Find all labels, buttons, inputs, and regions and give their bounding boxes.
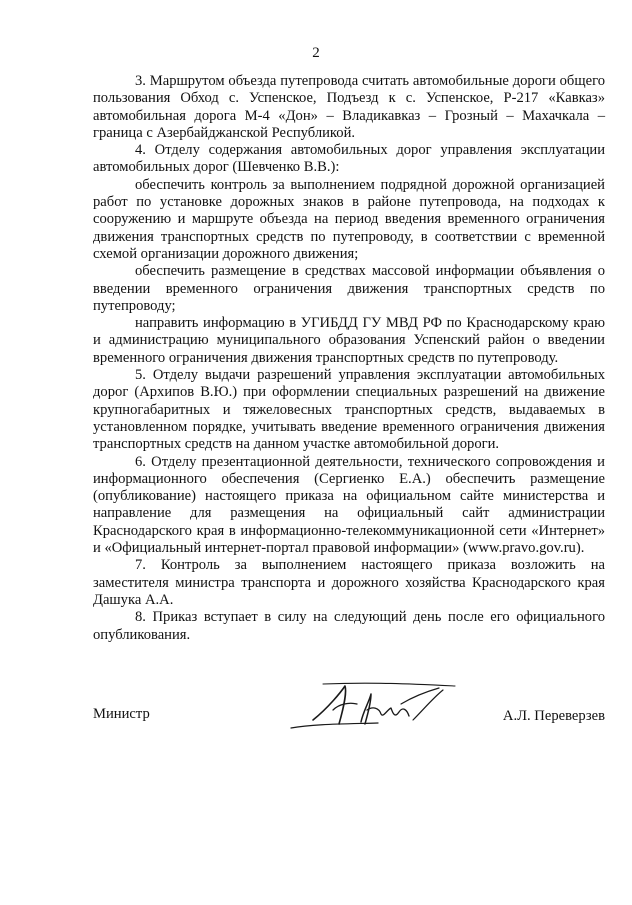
signatory-title: Министр [93, 706, 150, 722]
paragraph-5-permits-dept: 5. Отделу выдачи разрешений управления эксплуатации автомобильных дорог (Архипов В.Ю.) при оформлении специальных разрешений на движение крупногабаритных и тяжеловесных транспортных средств, выдаваемых в установленном порядке, учитывать введение временного ограничения движения транспортных средств на данном участке автомобильной дороги. [93, 367, 605, 453]
order-body [93, 73, 605, 644]
paragraph-3-detour-route: 3. Маршрутом объезда путепровода считать автомобильные дороги общего пользования Обход с. Успенское, Подъезд к с. Успенское, Р-217 «Кавказ» автомобильная дорога М-4 «Дон» – Владикавказ – Грозный – Махачкала – граница с Азербайджанской Республикой. [93, 73, 605, 141]
paragraph-6-publication: 6. Отделу презентационной деятельности, технического сопровождения и информационного обеспечения (Сергиенко Е.А.) обеспечить размещение (опубликование) настоящего приказа на официальном сайте министерства и направление для размещения на официальный сайт администрации Краснодарского края в информационно-телекоммуникационной сети «Интернет» и «Официальный интернет-портал правовой информации» (www.pravo.gov.ru). [93, 453, 605, 557]
paragraph-4-maintenance-dept: 4. Отделу содержания автомобильных дорог управления эксплуатации автомобильных дорог (Шевченко В.В.): [93, 142, 605, 176]
paragraph-7-control: 7. Контроль за выполнением настоящего приказа возложить на заместителя министра транспорта и дорожного хозяйства Краснодарского края Дашука А.А. [93, 557, 605, 608]
paragraph-4-inform-police: направить информацию в УГИБДД ГУ МВД РФ по Краснодарскому краю и администрацию муниципального образования Успенский район о введении временного ограничения движения транспортных средств по путепроводу. [93, 315, 605, 366]
paragraph-8-effective-date: 8. Приказ вступает в силу на следующий день после его официального опубликования. [93, 609, 605, 643]
signatory-name: А.Л. Переверзев [502, 708, 605, 724]
paragraph-4-control-signs: обеспечить контроль за выполнением подрядной дорожной организацией работ по установке дорожных знаков в районе путепровода, на подходах к сооружению и маршруте объезда на период введения временного ограничения движения транспортных средств по путепроводу, в соответствии с временной схемой организации дорожного движения; [93, 176, 605, 262]
signature-block [93, 680, 605, 740]
handwritten-signature-icon [283, 680, 463, 742]
paragraph-4-media-announcement: обеспечить размещение в средствах массовой информации объявления о введении временного ограничения движения транспортных средств по путепроводу; [93, 263, 605, 314]
page-number: 2 [312, 45, 320, 61]
